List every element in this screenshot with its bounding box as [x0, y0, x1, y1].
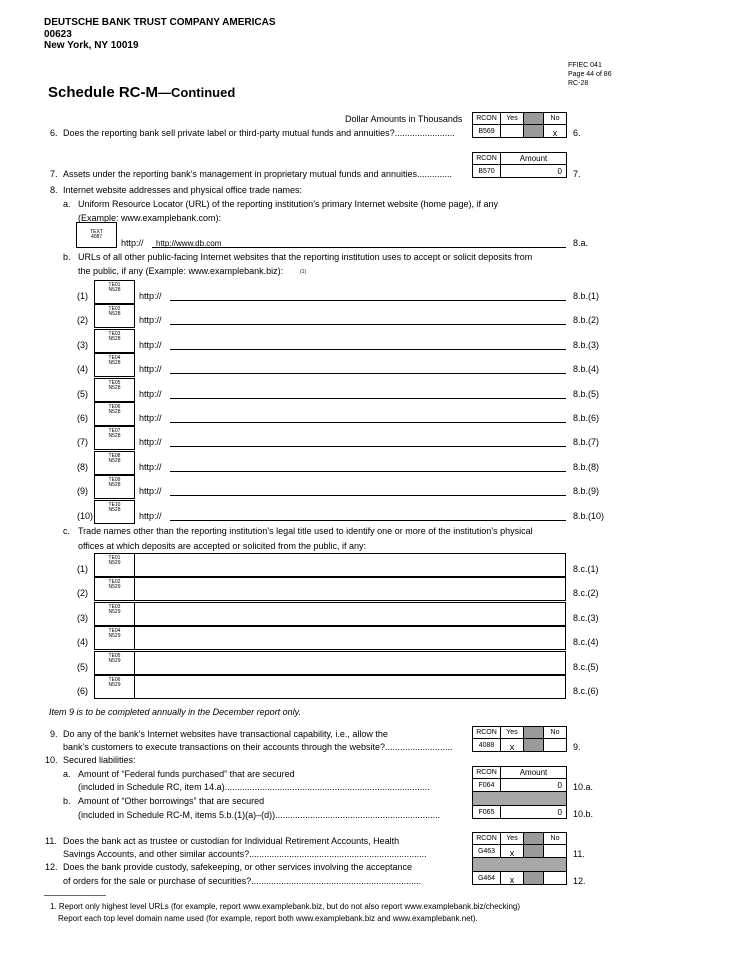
item-8a-line2: (Example: www.examplebank.com):: [78, 213, 222, 223]
item-10a-amount-field[interactable]: 0: [500, 778, 567, 792]
url-code1: TE05: [108, 379, 121, 386]
trade-name-name-field[interactable]: [134, 651, 566, 675]
amount-header: Amount: [500, 766, 567, 779]
url-http: http://: [139, 461, 162, 472]
url-url-field[interactable]: [170, 373, 566, 374]
url-url-field[interactable]: [170, 471, 566, 472]
page-title: [48, 84, 235, 101]
item-8a-http: http://: [121, 238, 144, 248]
item-7-amount-field[interactable]: 0: [500, 164, 567, 178]
item-12-number: 12.: [45, 862, 58, 872]
url-url-field[interactable]: [170, 520, 566, 521]
url-number: (4): [77, 364, 88, 375]
url-code-box: [94, 329, 135, 353]
trade-name-ref: 8.c.(1): [573, 564, 599, 574]
trade-name-ref: 8.c.(3): [573, 612, 599, 623]
url-http: http://: [139, 388, 162, 399]
trade-name-name-field[interactable]: [134, 553, 566, 577]
item-9-code: 4088: [472, 738, 501, 752]
item-6-text: Does the reporting bank sell private label or third-party mutual funds and annuities?........................: [63, 128, 455, 138]
item-10a-line2: (included in Schedule RC, item 14.a)..................................................................................: [78, 782, 430, 792]
trade-name-code-box: [94, 626, 135, 650]
shaded-cell: [523, 871, 544, 885]
url-code2: N528: [108, 482, 121, 489]
trade-name-name-field[interactable]: [134, 602, 566, 626]
url-http: http://: [139, 486, 162, 497]
item-12-yes-field[interactable]: x: [500, 871, 524, 885]
item-8a-ref: 8.a.: [573, 238, 589, 248]
trade-name-code2: N529: [108, 584, 121, 591]
url-code2: N528: [108, 384, 121, 391]
url-url-field[interactable]: [170, 495, 566, 496]
trade-name-code1: TE06: [108, 677, 121, 683]
item-11-yes-field[interactable]: x: [500, 844, 524, 858]
url-http: http://: [139, 413, 162, 423]
url-ref: 8.b.(5): [573, 388, 600, 399]
url-ref: 8.b.(8): [573, 461, 600, 472]
item-9-no-field[interactable]: [543, 738, 567, 752]
url-url-field[interactable]: [170, 349, 566, 350]
item-9-line1: Do any of the bank’s Internet websites have transactional capability, i.e., allow the: [63, 729, 388, 739]
url-code-box: [94, 378, 135, 402]
item-12-no-field[interactable]: [543, 871, 567, 885]
trade-name-code1: TE04: [108, 628, 121, 635]
url-number: (10): [77, 510, 94, 521]
text-code: 4087: [90, 234, 103, 240]
url-code-box: [94, 426, 135, 450]
url-code-box: [94, 304, 135, 328]
shaded-row: [472, 857, 567, 872]
url-url-field[interactable]: [170, 422, 566, 423]
item-9-yes-field[interactable]: x: [500, 738, 524, 752]
item-11-ref: 11.: [573, 849, 585, 859]
item-10-text: Secured liabilities:: [63, 755, 136, 765]
item-7-ref: 7.: [573, 169, 581, 179]
url-url-field[interactable]: [170, 398, 566, 399]
item-8a-letter: a.: [63, 199, 71, 209]
url-code1: TE04: [108, 355, 121, 362]
trade-name-code2: N529: [108, 682, 121, 688]
url-http: http://: [139, 437, 162, 448]
url-code1: TE09: [108, 477, 121, 484]
item-10b-line2: (included in Schedule RC-M, items 5.b.(1)(a)–(d))..................................................................: [78, 810, 441, 820]
rcon-header: RCON: [472, 152, 501, 165]
item-11-code: G463: [472, 844, 501, 858]
url-ref: 8.b.(3): [573, 339, 600, 350]
item-6-no-field[interactable]: x: [543, 124, 567, 138]
item-8b-line2: the public, if any (Example: www.examplebank.biz):: [78, 266, 284, 276]
url-code1: TE01: [108, 282, 121, 288]
footnote-marker: (1): [300, 269, 307, 275]
item-7-code: B570: [472, 164, 501, 178]
text-label: TEXT: [90, 229, 103, 235]
url-http: http://: [139, 364, 162, 375]
text-4087-box: [76, 222, 117, 248]
item-8c-line1: Trade names other than the reporting institution’s legal title used to identify one or more of the institution’s physical: [78, 526, 533, 536]
url-code1: TE03: [108, 330, 121, 337]
url-number: (2): [77, 315, 88, 326]
url-code1: TE08: [108, 452, 121, 459]
yes-header: Yes: [500, 832, 524, 845]
bank-name: DEUTSCHE BANK TRUST COMPANY AMERICAS: [44, 17, 276, 28]
trade-name-number: (5): [77, 661, 88, 672]
bank-id: 00623: [44, 29, 72, 40]
item-8b-line1: URLs of all other public-facing Internet websites that the reporting institution uses to accept or solicit deposits from: [78, 252, 533, 262]
item-8a-url-field[interactable]: http://www.db.com: [156, 239, 222, 248]
url-code2: N528: [108, 506, 121, 513]
rcon-header: RCON: [472, 766, 501, 779]
item-11-line2: Savings Accounts, and other similar accounts?.......................................................................: [63, 849, 427, 859]
item-9-line2: bank’s customers to execute transactions on their accounts through the website?...........................: [63, 742, 453, 752]
amount-header: Amount: [500, 152, 567, 165]
item-8a-line1: Uniform Resource Locator (URL) of the reporting institution’s primary Internet website (home page), if any: [78, 199, 499, 209]
url-ref: 8.b.(10): [573, 510, 605, 521]
item-10a-ref: 10.a.: [573, 782, 594, 792]
shaded-cell: [523, 844, 544, 858]
url-number: (6): [77, 413, 88, 423]
trade-name-number: (3): [77, 612, 88, 623]
item-7-text: Assets under the reporting bank’s management in proprietary mutual funds and annuities..............: [63, 169, 453, 179]
item-8b-letter: b.: [63, 252, 71, 262]
item-12-ref: 12.: [573, 876, 586, 886]
url-code-box: [94, 280, 135, 304]
url-ref: 8.b.(4): [573, 364, 600, 375]
trade-name-code2: N529: [108, 657, 121, 664]
item-8c-letter: c.: [63, 526, 71, 536]
url-code-box: [94, 500, 135, 524]
url-ref: 8.b.(7): [573, 437, 600, 448]
title-main: Schedule RC-M: [48, 84, 159, 101]
url-http: http://: [139, 510, 162, 521]
yes-header: Yes: [500, 726, 524, 739]
item-7-number: 7.: [50, 169, 58, 179]
item-12-line2: of orders for the sale or purchase of securities?....................................................................: [63, 876, 422, 886]
trade-name-code-box: [94, 602, 135, 626]
footnote-line2: Report each top level domain name used (for example, report both www.examplebank.biz and www.examplebank.net).: [58, 914, 478, 923]
url-code1: TE07: [108, 428, 121, 435]
url-ref: 8.b.(9): [573, 486, 600, 497]
rcon-header: RCON: [472, 832, 501, 845]
trade-name-code-box: [94, 651, 135, 675]
trade-name-code1: TE01: [108, 555, 121, 561]
form-code: RC-28: [568, 80, 589, 87]
url-ref: 8.b.(6): [573, 413, 600, 423]
url-http: http://: [139, 339, 162, 350]
item-9-ref: 9.: [573, 742, 581, 752]
url-code-box: [94, 353, 135, 377]
item-10b-amount-field[interactable]: 0: [500, 805, 567, 819]
url-number: (1): [77, 291, 88, 301]
url-number: (3): [77, 339, 88, 350]
trade-name-code2: N529: [108, 608, 121, 615]
form-id: FFIEC 041: [568, 62, 602, 69]
item-9-note: Item 9 is to be completed annually in the December report only.: [49, 707, 301, 717]
url-code2: N528: [108, 433, 121, 440]
item-11-no-field[interactable]: [543, 844, 567, 858]
url-code2: N528: [108, 360, 121, 367]
item-9-number: 9.: [50, 729, 58, 739]
url-code1: TE02: [108, 306, 121, 313]
url-code-box: [94, 402, 135, 426]
trade-name-number: (2): [77, 588, 88, 599]
item-10b-letter: b.: [63, 796, 71, 806]
item-10a-code: F064: [472, 778, 501, 792]
item-10a-letter: a.: [63, 769, 71, 779]
url-url-field[interactable]: [170, 300, 566, 301]
rcon-header: RCON: [472, 726, 501, 739]
trade-name-number: (1): [77, 564, 88, 574]
item-10b-code: F065: [472, 805, 501, 819]
url-code-box: [94, 475, 135, 499]
trade-name-code1: TE05: [108, 652, 121, 659]
trade-name-name-field[interactable]: [134, 577, 566, 601]
item-10-number: 10.: [45, 755, 58, 765]
shaded-row: [472, 791, 567, 806]
footnote-line1: 1. Report only highest level URLs (for example, report www.examplebank.biz, but do not also report www.examplebank.biz/checking): [50, 902, 521, 911]
trade-name-ref: 8.c.(2): [573, 588, 599, 599]
item-8-number: 8.: [50, 185, 58, 195]
trade-name-number: (4): [77, 637, 88, 648]
footnote-rule: [44, 895, 106, 896]
url-ref: 8.b.(1): [573, 291, 600, 301]
trade-name-name-field[interactable]: [134, 675, 566, 699]
url-code1: TE10: [108, 501, 121, 508]
trade-name-code1: TE02: [108, 579, 121, 586]
item-11-number: 11.: [45, 836, 57, 846]
item-6-number: 6.: [50, 128, 58, 138]
url-ref: 8.b.(2): [573, 315, 600, 326]
url-code2: N528: [108, 335, 121, 342]
url-number: (5): [77, 388, 88, 399]
url-number: (7): [77, 437, 88, 448]
no-header: No: [543, 726, 567, 739]
trade-name-code-box: [94, 577, 135, 601]
item-10a-line1: Amount of “Federal funds purchased” that are secured: [78, 769, 295, 779]
title-continued: —Continued: [158, 85, 236, 100]
dollar-amounts-header: Dollar Amounts in Thousands: [345, 114, 463, 124]
item-8c-line2: offices at which deposits are accepted or solicited from the public, if any:: [78, 541, 366, 551]
shaded-cell: [523, 738, 544, 752]
url-number: (9): [77, 486, 88, 497]
trade-name-code-box: [94, 675, 135, 699]
url-url-field[interactable]: [170, 324, 566, 325]
item-10b-ref: 10.b.: [573, 809, 594, 819]
trade-name-code2: N529: [108, 633, 121, 640]
item-8-text: Internet website addresses and physical office trade names:: [63, 185, 302, 195]
url-http: http://: [139, 315, 162, 326]
url-code1: TE06: [108, 404, 121, 410]
url-code2: N528: [108, 409, 121, 415]
trade-name-code-box: [94, 553, 135, 577]
page-number: Page 44 of 86: [568, 71, 612, 78]
no-header: No: [543, 112, 567, 125]
trade-name-number: (6): [77, 686, 88, 696]
url-url-field[interactable]: [170, 446, 566, 447]
item-10b-line1: Amount of “Other borrowings” that are secured: [78, 796, 265, 806]
yes-header: Yes: [500, 112, 524, 125]
shaded-cell: [523, 124, 544, 138]
item-12-line1: Does the bank provide custody, safekeeping, or other services involving the acceptance: [63, 862, 413, 872]
no-header: No: [543, 832, 567, 845]
url-code2: N528: [108, 457, 121, 464]
trade-name-ref: 8.c.(6): [573, 686, 599, 696]
trade-name-code2: N529: [108, 560, 121, 566]
trade-name-code1: TE03: [108, 603, 121, 610]
item-11-line1: Does the bank act as trustee or custodian for Individual Retirement Accounts, Health: [63, 836, 400, 846]
url-code2: N528: [108, 287, 121, 293]
url-code2: N528: [108, 311, 121, 318]
item-6-yes-field[interactable]: [500, 124, 524, 138]
rcon-header: RCON: [472, 112, 501, 125]
trade-name-ref: 8.c.(5): [573, 661, 599, 672]
url-number: (8): [77, 461, 88, 472]
item-12-code: G464: [472, 871, 501, 885]
trade-name-name-field[interactable]: [134, 626, 566, 650]
item-6-ref: 6.: [573, 128, 581, 138]
trade-name-ref: 8.c.(4): [573, 637, 599, 648]
item-6-code: B569: [472, 124, 501, 138]
url-code-box: [94, 451, 135, 475]
url-http: http://: [139, 291, 162, 301]
bank-city: New York, NY 10019: [44, 40, 139, 51]
